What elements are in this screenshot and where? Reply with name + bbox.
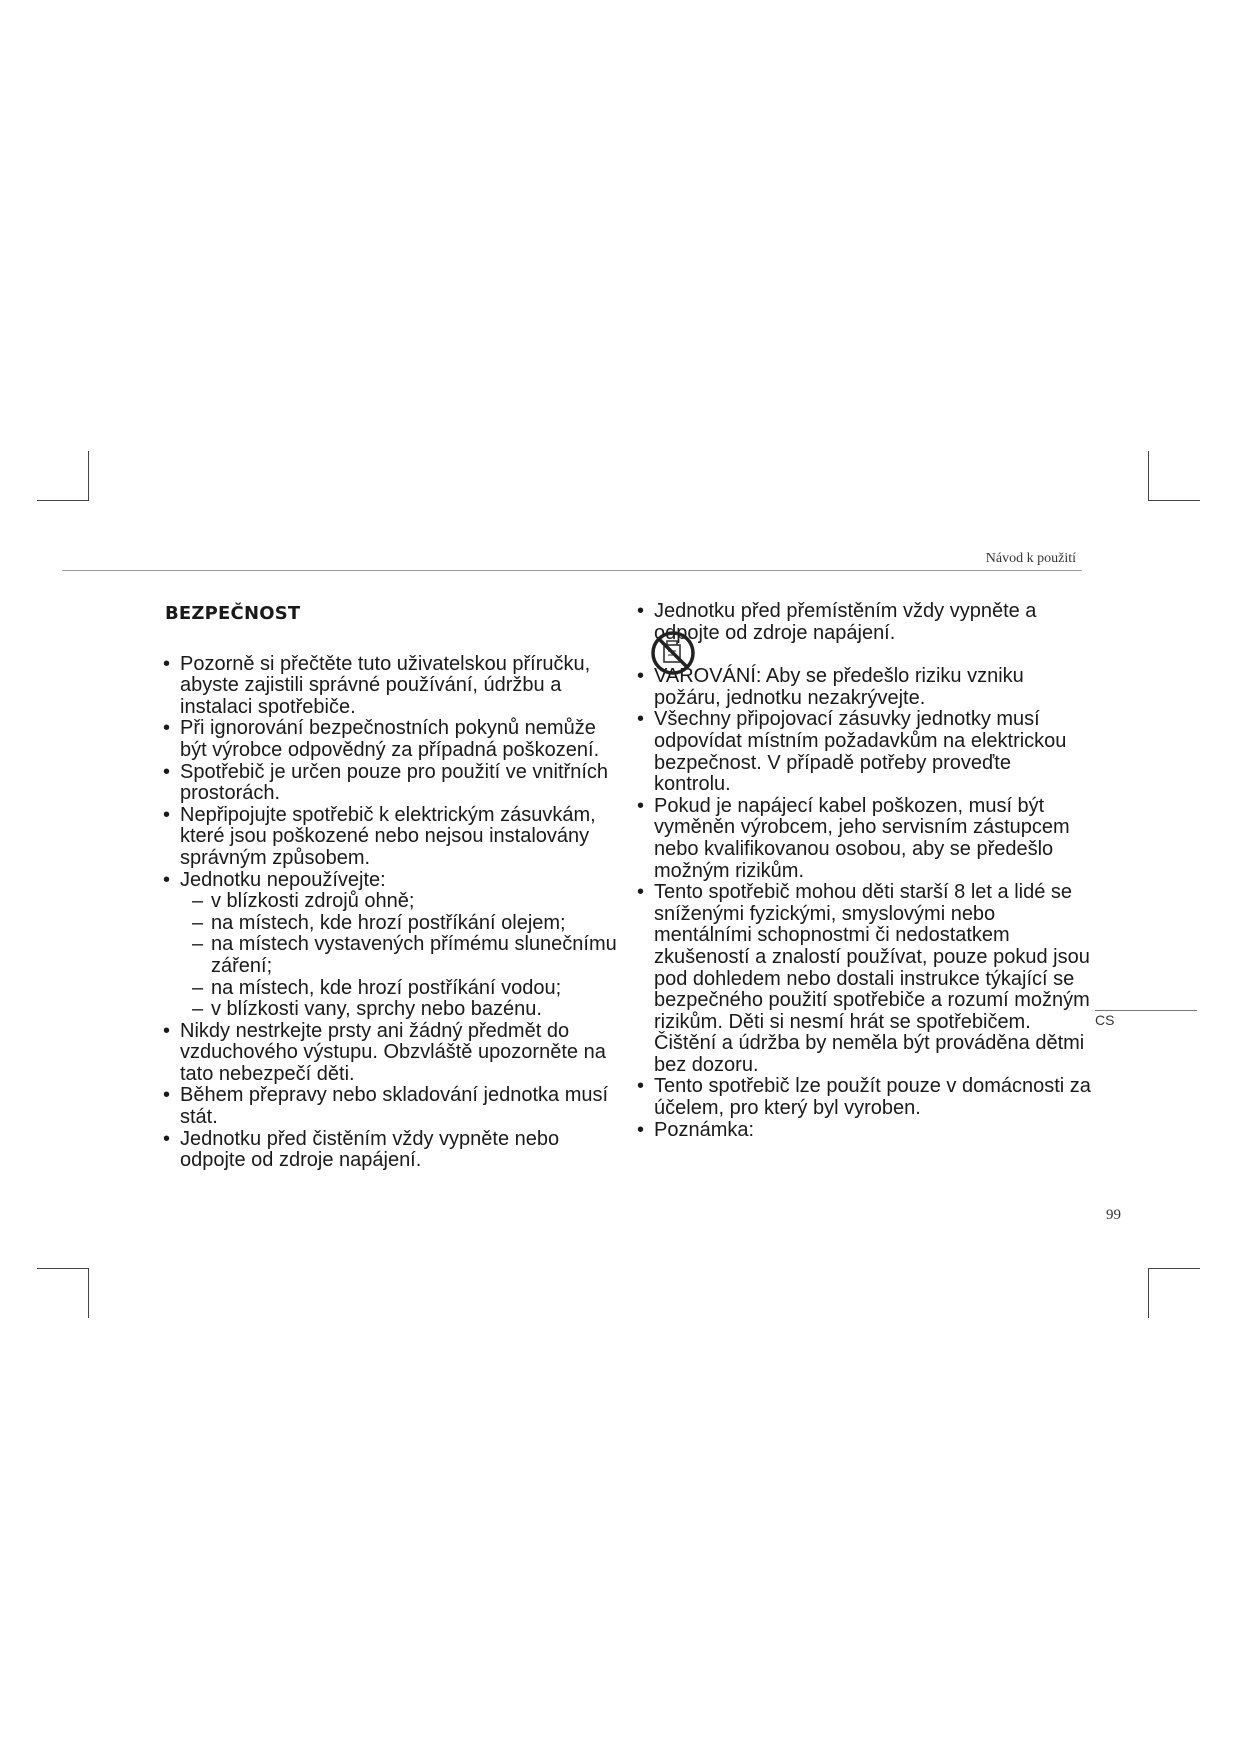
sub-list-item: – na místech vystavených přímému slunečnímu záření; (192, 934, 623, 977)
list-item: • Nikdy nestrkejte prsty ani žádný předmět do vzduchového výstupu. Obzvláště upozorněte na tato nebezpečí děti. (163, 1021, 623, 1086)
crop-mark-tl-v (88, 451, 89, 501)
sub-list-item: – v blízkosti vany, sprchy nebo bazénu. (192, 999, 623, 1021)
side-tab-rule (1095, 1010, 1197, 1011)
list-item-with-sublist (163, 870, 623, 1021)
list-item: • Tento spotřebič mohou děti starší 8 let a lidé se sníženými fyzickými, smyslovými nebo mentálními schopnostmi či nedostatkem zkušeností a znalostí používat, pouze pokud jsou pod dohledem nebo dostali instrukce týkající se bezpečného použití spotřebiče a rozumí možným rizikům. Děti si nesmí hrát se spotřebičem. Čištění a údržba by neměla být prováděna dětmi bez dozoru. (637, 882, 1092, 1076)
list-item: • Během přepravy nebo skladování jednotka musí stát. (163, 1085, 623, 1128)
list-item: • Spotřebič je určen pouze pro použití ve vnitřních prostorách. (163, 762, 623, 805)
list-item: • Nepřipojujte spotřebič k elektrickým zásuvkám, které jsou poškozené nebo nejsou instalovány správným způsobem. (163, 805, 623, 870)
list-item-warning: • VAROVÁNÍ: Aby se předešlo riziku vzniku požáru, jednotku nezakrývejte. (637, 666, 1092, 709)
list-item: • Při ignorování bezpečnostních pokynů nemůže být výrobce odpovědný za případná poškození. (163, 718, 623, 761)
list-item: • Tento spotřebič lze použít pouze v domácnosti za účelem, pro který byl vyroben. (637, 1076, 1092, 1119)
header-title: Návod k použití (985, 551, 1076, 566)
right-column (637, 601, 1092, 1141)
page-number: 99 (1106, 1207, 1121, 1223)
sub-list-item: – v blízkosti zdrojů ohně; (192, 891, 623, 913)
header-rule (62, 570, 1082, 571)
do-not-cover-icon (649, 629, 697, 677)
left-column (163, 603, 623, 1172)
list-item: • Jednotku před čistěním vždy vypněte nebo odpojte od zdroje napájení. (163, 1129, 623, 1172)
crop-mark-br-v (1148, 1268, 1149, 1318)
list-item: • Jednotku před přemístěním vždy vypněte a odpojte od zdroje napájení. (637, 601, 1092, 644)
list-item: • Všechny připojovací zásuvky jednotky musí odpovídat místním požadavkům na elektrickou bezpečnost. V případě potřeby proveďte kontrolu. (637, 709, 1092, 795)
list-item: • Pozorně si přečtěte tuto uživatelskou příručku, abyste zajistili správné používání, údržbu a instalaci spotřebiče. (163, 654, 623, 719)
safety-list-right (637, 601, 1092, 1141)
sub-list (180, 891, 623, 1021)
sub-list-item: – na místech, kde hrozí postříkání vodou; (192, 978, 623, 1000)
list-item-label: Jednotku nepoužívejte: (180, 868, 386, 891)
sub-list-item: – na místech, kde hrozí postříkání olejem; (192, 913, 623, 935)
safety-list-left (163, 654, 623, 1172)
crop-mark-tr-v (1148, 451, 1149, 501)
language-code: CS (1095, 1012, 1115, 1028)
list-item: • Pokud je napájecí kabel poškozen, musí být vyměněn výrobcem, jeho servisním zástupcem nebo kvalifikovanou osobou, aby se předešlo možným rizikům. (637, 796, 1092, 882)
crop-mark-bl-v (88, 1268, 89, 1318)
crop-mark-tl-h (37, 500, 89, 501)
crop-mark-br-h (1148, 1268, 1200, 1269)
crop-mark-tr-h (1148, 500, 1200, 501)
crop-mark-bl-h (37, 1268, 89, 1269)
list-item: • Poznámka: (637, 1120, 1092, 1142)
section-heading: BEZPEČNOST (165, 603, 301, 624)
